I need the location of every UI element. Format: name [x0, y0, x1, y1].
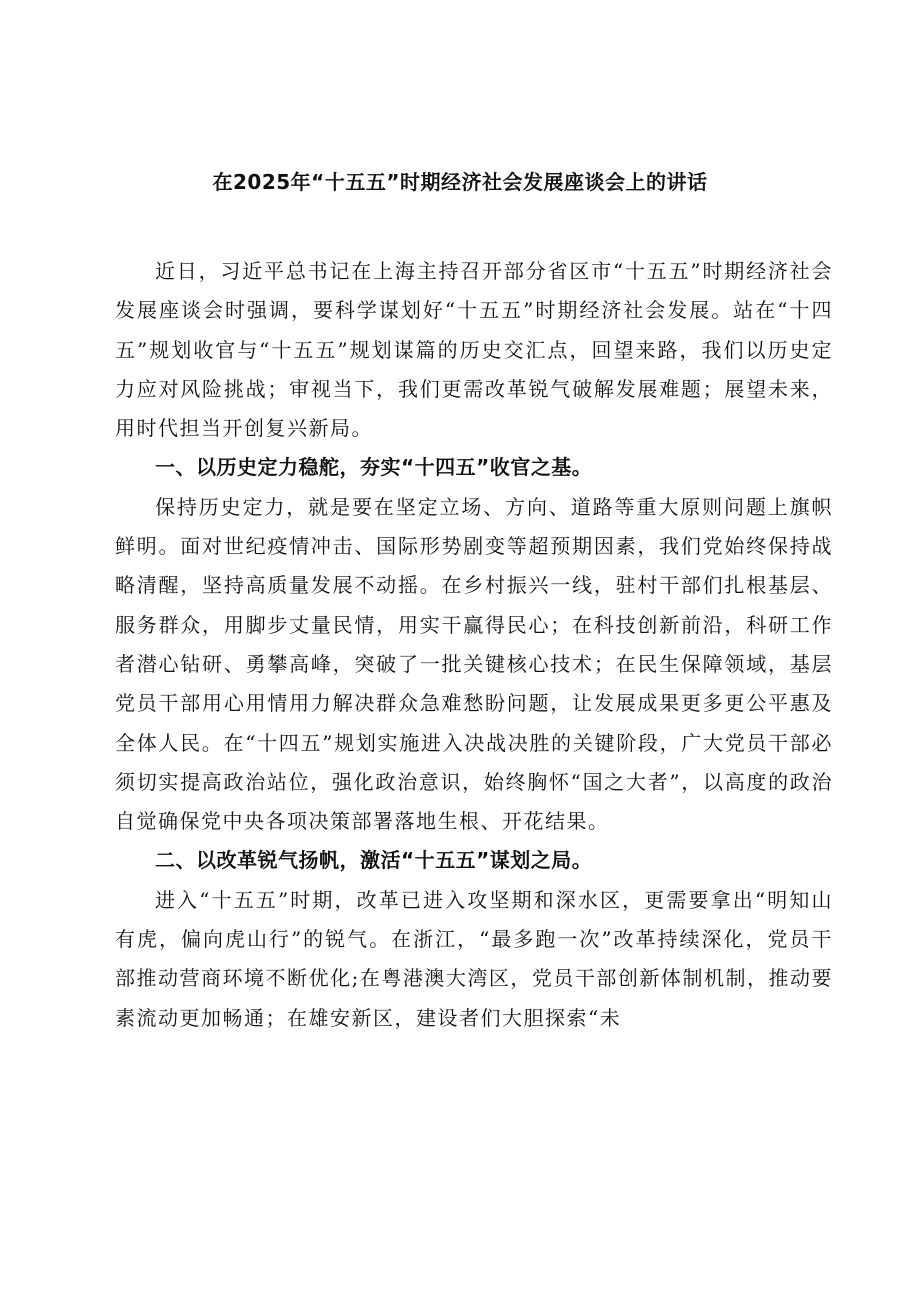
document-title: 在2025年“十五五”时期经济社会发展座谈会上的讲话: [212, 170, 708, 194]
section-heading-2: 二、以改革锐气扬帆，激活“十五五”谋划之局。: [155, 848, 593, 873]
paragraph-section-2: 进入“十五五”时期，改革已进入攻坚期和深水区，更需要拿出“明知山有虎，偏向虎山行”的锐气。在浙江，“最多跑一次”改革持续深化，党员干部推动营商环境不断优化;在粤港澳大湾区，党员干部创新体制机制，推动要素流动更加畅通；在雄安新区，建设者们大胆探索“未: [115, 887, 833, 1030]
paragraph-section-1: 保持历史定力，就是要在坚定立场、方向、道路等重大原则问题上旗帜鲜明。面对世纪疫情冲击、国际形势剧变等超预期因素，我们党始终保持战略清醒，坚持高质量发展不动摇。在乡村振兴一线，驻村干部们扎根基层、服务群众，用脚步丈量民情，用实干赢得民心；在科技创新前沿，科研工作者潜心钻研、勇攀高峰，突破了一批关键核心技术；在民生保障领域，基层党员干部用心用情用力解决群众急难愁盼问题，让发展成果更多更公平惠及全体人民。在“十四五”规划实施进入决战决胜的关键阶段，广大党员干部必须切实提高政治站位，强化政治意识，始终胸怀“国之大者”，以高度的政治自觉确保党中央各项决策部署落地生根、开花结果。: [115, 494, 833, 834]
document-body: [115, 252, 833, 1038]
section-heading-1: 一、以历史定力稳舵，夯实“十四五”收官之基。: [155, 455, 593, 480]
paragraph-intro: 近日，习近平总书记在上海主持召开部分省区市“十五五”时期经济社会发展座谈会时强调，要科学谋划好“十五五”时期经济社会发展。站在“十四五”规划收官与“十五五”规划谋篇的历史交汇点，回望来路，我们以历史定力应对风险挑战；审视当下，我们更需改革锐气破解发展难题；展望未来，用时代担当开创复兴新局。: [115, 259, 833, 441]
